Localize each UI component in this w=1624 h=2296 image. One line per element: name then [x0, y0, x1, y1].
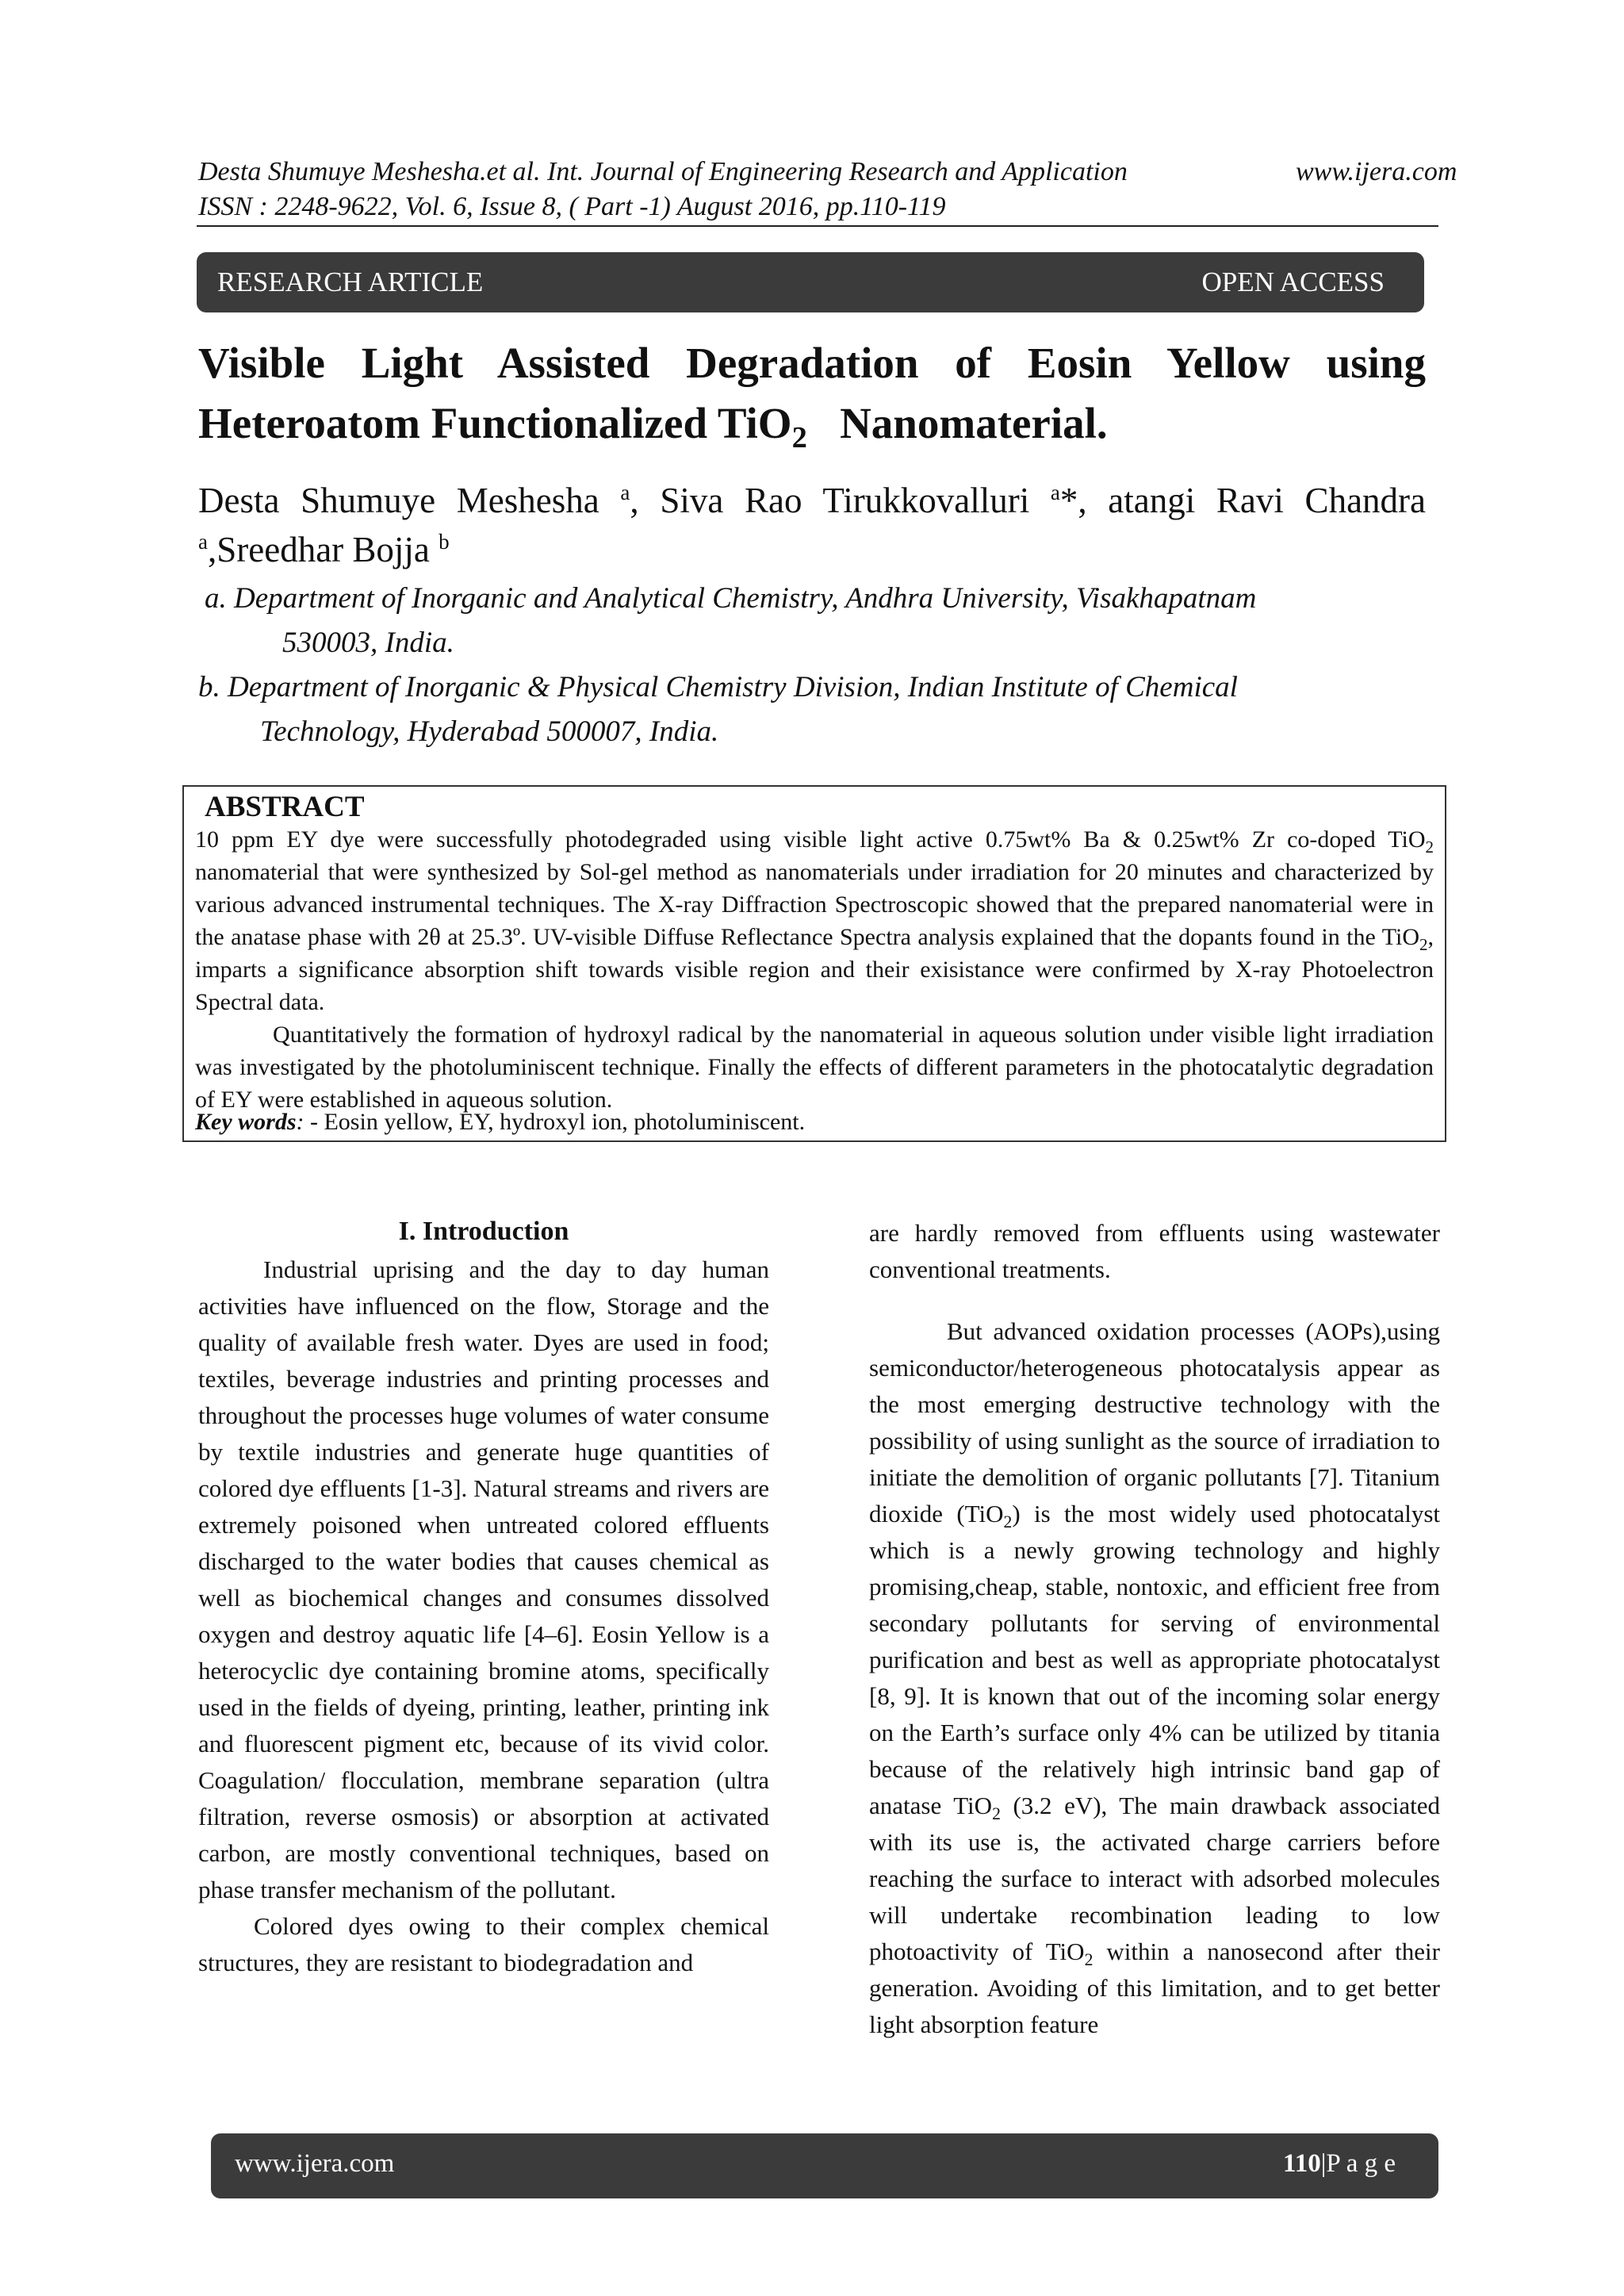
- intro-paragraph-3: are hardly removed from effluents using wastewater conventional treatments.: [869, 1219, 1440, 1283]
- intro-paragraph-4: But advanced oxidation processes (AOPs),using semiconductor/heterogeneous photocatalysis appear as the most emerging destructive technology with the possibility of using sunlight as the source of irradiation to initiate the demolition of organic pollutants [7]. Titanium dioxide (TiO$_2$) is the most widely used photocatalyst which is a newly growing technology and highly promising,cheap, stable, nontoxic, and efficient free from secondary pollutants for serving of environmental purification and best as well as appropriate photocatalyst [8, 9]. It is known that out of the incoming solar energy on the Earth’s surface only 4% can be utilized by titania because of the relatively high intrinsic band gap of anatase TiO$_2$ (3.2 eV), The main drawback associated with its use is, the activated charge carriers before reaching the surface to interact with adsorbed molecules will undertake recombination leading to low photoactivity of TiO$_2$ within a nanosecond after their generation. Avoiding of this limitation, and to get better light absorption feature: [869, 1317, 1441, 2038]
- running-header: [198, 155, 1475, 189]
- affiliation-a: a. Department of Inorganic and Analytical Chemistry, Andhra University, Visakhapatnam: [205, 582, 1257, 615]
- header-citation: Desta Shumuye Meshesha.et al. Int. Journal of Engineering Research and Application: [198, 157, 1128, 186]
- page-footer: [211, 2133, 1438, 2198]
- open-access-label: OPEN ACCESS: [1201, 266, 1385, 297]
- left-column: [198, 1251, 769, 1981]
- abstract-paragraph-1: 10 ppm EY dye were successfully photodegraded using visible light active 0.75wt% Ba & 0.25wt% Zr co-doped TiO$_2$ nanomaterial that were synthesized by Sol-gel method as nanomaterials under irradiation for 20 minutes and characterized by various advanced instrumental techniques. The X-ray Diffraction Spectroscopic showed that the prepared nanomaterial were in the anatase phase with 2θ at 25.3º. UV-visible Diffuse Reflectance Spectra analysis explained that the dopants found in the TiO$_2$, imparts a significance absorption shift towards visible region and their exisistance were confirmed by X-ray Photoelectron Spectral data.: [195, 826, 1434, 1015]
- abstract-paragraph-2: Quantitatively the formation of hydroxyl radical by the nanomaterial in aqueous solution under visible light irradiation was investigated by the photoluminiscent technique. Finally the effects of different parameters in the photocatalytic degradation of EY were established in aqueous solution.: [195, 1022, 1434, 1113]
- introduction-heading: I. Introduction: [398, 1217, 569, 1246]
- article-type-banner: [197, 252, 1424, 312]
- abstract-heading: ABSTRACT: [205, 791, 365, 823]
- author-list-cont: $^a$,Sreedhar Bojja $^b$: [198, 530, 450, 569]
- header-issn: ISSN : 2248-9622, Vol. 6, Issue 8, ( Part -1) August 2016, pp.110-119: [198, 192, 946, 221]
- page-number: 110|P a g e: [1283, 2149, 1396, 2178]
- header-website[interactable]: www.ijera.com: [1296, 157, 1457, 186]
- intro-paragraph-1: Industrial uprising and the day to day human activities have influenced on the flow, Storage and the quality of available fresh water. Dyes are used in food; textiles, beverage industries and printing processes and throughout the processes huge volumes of water consume by textile industries and generate huge quantities of colored dye effluents [1-3]. Natural streams and rivers are extremely poisoned when untreated colored effluents discharged to the water bodies that causes chemical as well as biochemical changes and consumes dissolved oxygen and destroy aquatic life [4–6]. Eosin Yellow is a heterocyclic dye containing bromine atoms, specifically used in the fields of dyeing, printing, leather, printing ink and fluorescent pigment etc, because of its vivid color. Coagulation/ flocculation, membrane separation (ultra filtration, reverse osmosis) or absorption at activated carbon, are mostly conventional techniques, based on phase transfer mechanism of the pollutant.: [198, 1255, 769, 1903]
- intro-paragraph-2: Colored dyes owing to their complex chemical structures, they are resistant to biodegradation and: [198, 1912, 769, 1976]
- affiliation-a-cont: 530003, India.: [282, 627, 454, 659]
- author-list: Desta Shumuye Meshesha $^a$, Siva Rao Tirukkovalluri $^a$*, atangi Ravi Chandra: [198, 481, 1426, 520]
- affiliation-b-cont: Technology, Hyderabad 500007, India.: [260, 715, 719, 748]
- paper-title-line2: Heteroatom Functionalized TiO$_2$ Nanomaterial.: [198, 399, 1108, 454]
- research-article-label: RESEARCH ARTICLE: [217, 266, 484, 297]
- header-divider: [197, 225, 1438, 227]
- right-column: [869, 1215, 1440, 2043]
- footer-website[interactable]: www.ijera.com: [235, 2149, 395, 2178]
- affiliation-b: b. Department of Inorganic & Physical Chemistry Division, Indian Institute of Chemical: [198, 671, 1238, 703]
- keywords: Key words: - Eosin yellow, EY, hydroxyl ion, photoluminiscent.: [195, 1109, 806, 1135]
- paper-title-line1: Visible Light Assisted Degradation of Eosin Yellow using: [198, 339, 1426, 387]
